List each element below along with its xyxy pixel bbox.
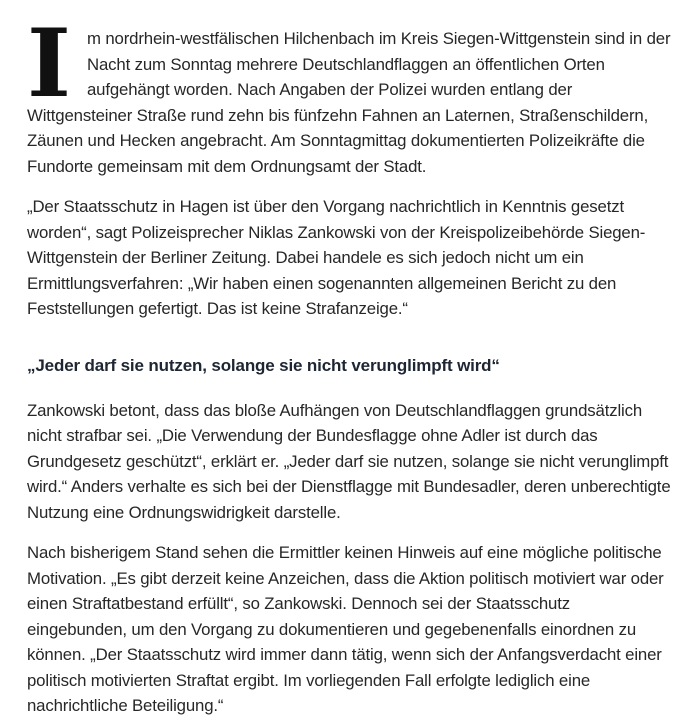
paragraph-staatsschutz: „Der Staatsschutz in Hagen ist über den Vorgang nachrichtlich in Kenntnis gesetzt worden“, sagt Polizeisprecher Niklas Zankowski von der Kreispolizeibehörde Siegen-Wittgenstein der Berliner Zeitung. Dabei handele es sich jedoch nicht um ein Ermittlungsverfahren: „Wir haben einen sogenannten allgemeinen Bericht zu den Feststellungen gefertigt. Das ist keine Strafanzeige.“ (27, 197, 646, 318)
drop-cap: I (27, 9, 71, 119)
lead-paragraph-text: m nordrhein-westfälischen Hilchenbach im Kreis Siegen-Wittgenstein sind in der Nacht zum Sonntag mehrere Deutschlandflaggen an öffentlichen Orten aufgehängt worden. Nach Angaben der Polizei wurden entlang der Wittgensteiner Straße rund zehn bis fünfzehn Fahnen an Laternen, Straßenschildern, Zäunen und Hecken angebracht. Am Sonntagmittag dokumentierten Polizeikräfte die Fundorte gemeinsam mit dem Ordnungsamt der Stadt. (27, 29, 671, 176)
paragraph-bundesflagge: Zankowski betont, dass das bloße Aufhängen von Deutschlandflaggen grundsätzlich nicht strafbar sei. „Die Verwendung der Bundesflagge ohne Adler ist durch das Grundgesetz geschützt“, erklärt er. „Jeder darf sie nutzen, solange sie nicht verunglimpft wird.“ Anders verhalte es sich bei der Dienstflagge mit Bundesadler, deren unberechtigte Nutzung eine Ordnungswidrigkeit darstelle. (27, 400, 671, 522)
lead-paragraph (27, 9, 672, 179)
paragraph-motivation: Nach bisherigem Stand sehen die Ermittler keinen Hinweis auf eine mögliche politische Motivation. „Es gibt derzeit keine Anzeichen, dass die Aktion politisch motiviert war oder einen Straftatbestand erfüllt“, so Zankowski. Dennoch sei der Staatsschutz eingebunden, um den Vorgang zu dokumentieren und gegebenenfalls einordnen zu können. „Der Staatsschutz wird immer dann tätig, wenn sich der Anfangsverdacht einer politisch motivierten Straftat ergibt. Im vorliegenden Fall erfolgte lediglich eine nachrichtliche Beteiligung.“ (27, 543, 664, 715)
subheading: „Jeder darf sie nutzen, solange sie nicht verunglimpft wird“ (27, 355, 500, 375)
